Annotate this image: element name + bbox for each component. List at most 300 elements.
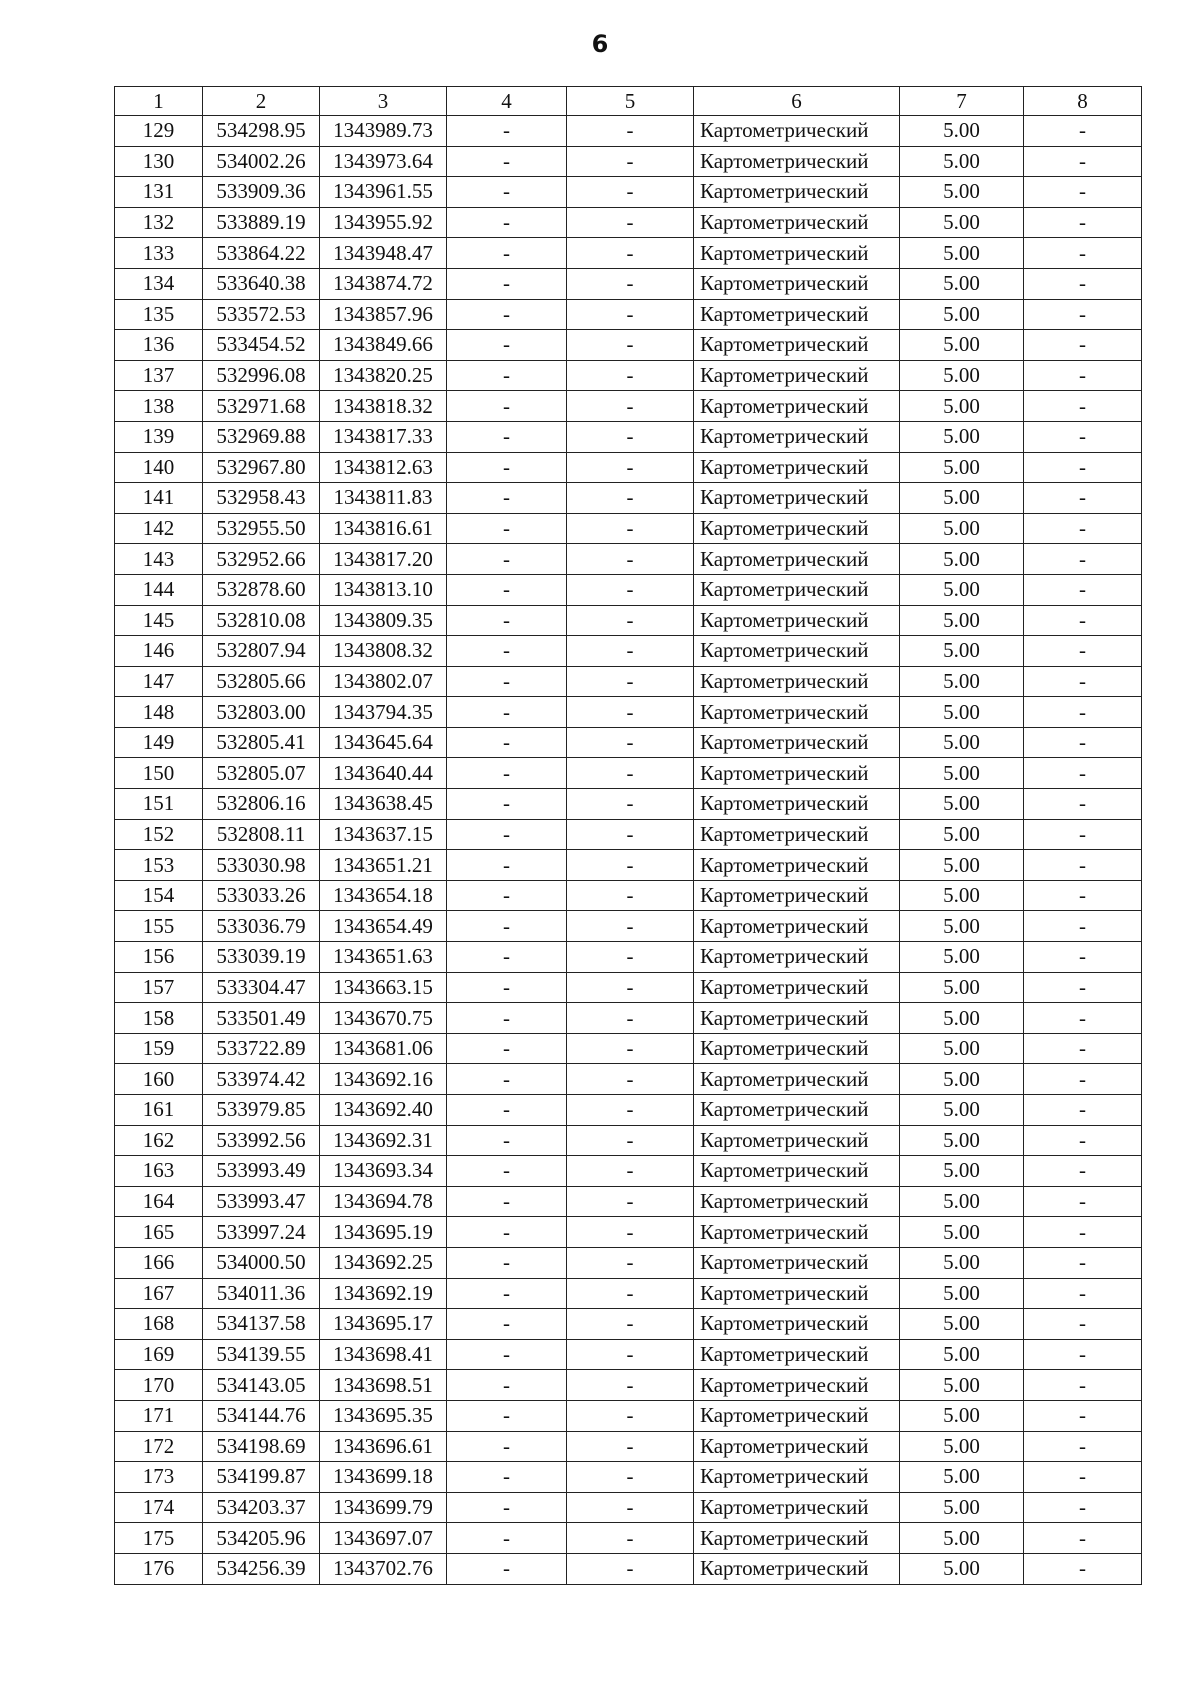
x-coordinate-cell: 532958.43 [203, 483, 320, 514]
col8-cell: - [1024, 636, 1142, 667]
method-cell: Картометрический [694, 116, 900, 147]
col8-cell: - [1024, 268, 1142, 299]
col4-cell: - [447, 1064, 567, 1095]
table-row [115, 177, 1142, 208]
col8-cell: - [1024, 1431, 1142, 1462]
col4-cell: - [447, 636, 567, 667]
col5-cell: - [567, 116, 694, 147]
col5-cell: - [567, 483, 694, 514]
x-coordinate-cell: 534298.95 [203, 116, 320, 147]
y-coordinate-cell: 1343857.96 [320, 299, 447, 330]
table-row [115, 207, 1142, 238]
table-row [115, 544, 1142, 575]
table-row [115, 1003, 1142, 1034]
point-number-cell: 151 [115, 789, 203, 820]
accuracy-cell: 5.00 [900, 1003, 1024, 1034]
table-row [115, 697, 1142, 728]
method-cell: Картометрический [694, 850, 900, 881]
y-coordinate-cell: 1343820.25 [320, 360, 447, 391]
table-row [115, 605, 1142, 636]
x-coordinate-cell: 532805.66 [203, 666, 320, 697]
accuracy-cell: 5.00 [900, 391, 1024, 422]
accuracy-cell: 5.00 [900, 911, 1024, 942]
col8-cell: - [1024, 1033, 1142, 1064]
x-coordinate-cell: 533039.19 [203, 942, 320, 973]
col4-cell: - [447, 1370, 567, 1401]
table-row [115, 574, 1142, 605]
accuracy-cell: 5.00 [900, 605, 1024, 636]
col4-cell: - [447, 483, 567, 514]
col8-cell: - [1024, 1003, 1142, 1034]
point-number-cell: 139 [115, 421, 203, 452]
col5-cell: - [567, 789, 694, 820]
table-row [115, 1125, 1142, 1156]
x-coordinate-cell: 534000.50 [203, 1247, 320, 1278]
table-row [115, 758, 1142, 789]
col8-cell: - [1024, 911, 1142, 942]
col8-cell: - [1024, 574, 1142, 605]
col5-cell: - [567, 1278, 694, 1309]
col4-cell: - [447, 1247, 567, 1278]
accuracy-cell: 5.00 [900, 1156, 1024, 1187]
col4-cell: - [447, 972, 567, 1003]
point-number-cell: 174 [115, 1492, 203, 1523]
col4-cell: - [447, 1492, 567, 1523]
x-coordinate-cell: 532952.66 [203, 544, 320, 575]
y-coordinate-cell: 1343692.16 [320, 1064, 447, 1095]
x-coordinate-cell: 534011.36 [203, 1278, 320, 1309]
col4-cell: - [447, 697, 567, 728]
x-coordinate-cell: 533501.49 [203, 1003, 320, 1034]
col4-cell: - [447, 880, 567, 911]
method-cell: Картометрический [694, 146, 900, 177]
accuracy-cell: 5.00 [900, 574, 1024, 605]
point-number-cell: 172 [115, 1431, 203, 1462]
x-coordinate-cell: 532805.41 [203, 727, 320, 758]
accuracy-cell: 5.00 [900, 1033, 1024, 1064]
col8-cell: - [1024, 1186, 1142, 1217]
method-cell: Картометрический [694, 391, 900, 422]
col5-cell: - [567, 268, 694, 299]
x-coordinate-cell: 534144.76 [203, 1400, 320, 1431]
accuracy-cell: 5.00 [900, 1064, 1024, 1095]
col4-cell: - [447, 1553, 567, 1584]
y-coordinate-cell: 1343874.72 [320, 268, 447, 299]
accuracy-cell: 5.00 [900, 177, 1024, 208]
col5-cell: - [567, 697, 694, 728]
x-coordinate-cell: 532808.11 [203, 819, 320, 850]
method-cell: Картометрический [694, 1339, 900, 1370]
col4-cell: - [447, 207, 567, 238]
y-coordinate-cell: 1343695.17 [320, 1309, 447, 1340]
method-cell: Картометрический [694, 605, 900, 636]
col8-cell: - [1024, 972, 1142, 1003]
method-cell: Картометрический [694, 942, 900, 973]
point-number-cell: 152 [115, 819, 203, 850]
method-cell: Картометрический [694, 452, 900, 483]
point-number-cell: 161 [115, 1095, 203, 1126]
point-number-cell: 133 [115, 238, 203, 269]
col4-cell: - [447, 1339, 567, 1370]
table-body [115, 116, 1142, 1585]
method-cell: Картометрический [694, 1247, 900, 1278]
x-coordinate-cell: 534199.87 [203, 1462, 320, 1493]
y-coordinate-cell: 1343802.07 [320, 666, 447, 697]
y-coordinate-cell: 1343681.06 [320, 1033, 447, 1064]
y-coordinate-cell: 1343695.35 [320, 1400, 447, 1431]
col8-cell: - [1024, 1309, 1142, 1340]
col4-cell: - [447, 1217, 567, 1248]
x-coordinate-cell: 532955.50 [203, 513, 320, 544]
col8-cell: - [1024, 1462, 1142, 1493]
col8-cell: - [1024, 1217, 1142, 1248]
col4-cell: - [447, 116, 567, 147]
col8-cell: - [1024, 727, 1142, 758]
method-cell: Картометрический [694, 1125, 900, 1156]
y-coordinate-cell: 1343812.63 [320, 452, 447, 483]
column-header: 1 [115, 87, 203, 116]
y-coordinate-cell: 1343654.18 [320, 880, 447, 911]
accuracy-cell: 5.00 [900, 1186, 1024, 1217]
method-cell: Картометрический [694, 1217, 900, 1248]
y-coordinate-cell: 1343816.61 [320, 513, 447, 544]
col5-cell: - [567, 1064, 694, 1095]
col4-cell: - [447, 942, 567, 973]
col8-cell: - [1024, 207, 1142, 238]
col8-cell: - [1024, 177, 1142, 208]
method-cell: Картометрический [694, 207, 900, 238]
table-row [115, 1186, 1142, 1217]
x-coordinate-cell: 532803.00 [203, 697, 320, 728]
col8-cell: - [1024, 1400, 1142, 1431]
col5-cell: - [567, 1156, 694, 1187]
y-coordinate-cell: 1343989.73 [320, 116, 447, 147]
accuracy-cell: 5.00 [900, 268, 1024, 299]
method-cell: Картометрический [694, 1156, 900, 1187]
table-row [115, 850, 1142, 881]
col4-cell: - [447, 1033, 567, 1064]
col5-cell: - [567, 942, 694, 973]
table-row [115, 1247, 1142, 1278]
page-number: 6 [591, 30, 609, 58]
table-row [115, 1278, 1142, 1309]
method-cell: Картометрический [694, 727, 900, 758]
accuracy-cell: 5.00 [900, 942, 1024, 973]
table-row [115, 513, 1142, 544]
col5-cell: - [567, 1309, 694, 1340]
col4-cell: - [447, 391, 567, 422]
accuracy-cell: 5.00 [900, 636, 1024, 667]
y-coordinate-cell: 1343813.10 [320, 574, 447, 605]
col4-cell: - [447, 850, 567, 881]
method-cell: Картометрический [694, 544, 900, 575]
accuracy-cell: 5.00 [900, 513, 1024, 544]
x-coordinate-cell: 533992.56 [203, 1125, 320, 1156]
y-coordinate-cell: 1343948.47 [320, 238, 447, 269]
col8-cell: - [1024, 942, 1142, 973]
method-cell: Картометрический [694, 483, 900, 514]
column-header: 5 [567, 87, 694, 116]
point-number-cell: 142 [115, 513, 203, 544]
x-coordinate-cell: 534002.26 [203, 146, 320, 177]
y-coordinate-cell: 1343696.61 [320, 1431, 447, 1462]
point-number-cell: 141 [115, 483, 203, 514]
col8-cell: - [1024, 513, 1142, 544]
point-number-cell: 145 [115, 605, 203, 636]
y-coordinate-cell: 1343794.35 [320, 697, 447, 728]
col5-cell: - [567, 1523, 694, 1554]
col5-cell: - [567, 1431, 694, 1462]
y-coordinate-cell: 1343670.75 [320, 1003, 447, 1034]
col5-cell: - [567, 1125, 694, 1156]
col8-cell: - [1024, 880, 1142, 911]
col8-cell: - [1024, 789, 1142, 820]
point-number-cell: 169 [115, 1339, 203, 1370]
point-number-cell: 158 [115, 1003, 203, 1034]
col8-cell: - [1024, 483, 1142, 514]
table-row [115, 1064, 1142, 1095]
x-coordinate-cell: 534203.37 [203, 1492, 320, 1523]
col8-cell: - [1024, 330, 1142, 361]
x-coordinate-cell: 533036.79 [203, 911, 320, 942]
method-cell: Картометрический [694, 819, 900, 850]
accuracy-cell: 5.00 [900, 1492, 1024, 1523]
y-coordinate-cell: 1343811.83 [320, 483, 447, 514]
col4-cell: - [447, 819, 567, 850]
y-coordinate-cell: 1343698.51 [320, 1370, 447, 1401]
col4-cell: - [447, 513, 567, 544]
col8-cell: - [1024, 544, 1142, 575]
x-coordinate-cell: 533454.52 [203, 330, 320, 361]
y-coordinate-cell: 1343961.55 [320, 177, 447, 208]
method-cell: Картометрический [694, 1553, 900, 1584]
method-cell: Картометрический [694, 1003, 900, 1034]
y-coordinate-cell: 1343692.19 [320, 1278, 447, 1309]
accuracy-cell: 5.00 [900, 1400, 1024, 1431]
col5-cell: - [567, 666, 694, 697]
point-number-cell: 148 [115, 697, 203, 728]
col4-cell: - [447, 1003, 567, 1034]
accuracy-cell: 5.00 [900, 758, 1024, 789]
col8-cell: - [1024, 1095, 1142, 1126]
point-number-cell: 162 [115, 1125, 203, 1156]
table-row [115, 299, 1142, 330]
table-row [115, 421, 1142, 452]
method-cell: Картометрический [694, 360, 900, 391]
col4-cell: - [447, 1400, 567, 1431]
x-coordinate-cell: 532806.16 [203, 789, 320, 820]
col5-cell: - [567, 850, 694, 881]
y-coordinate-cell: 1343640.44 [320, 758, 447, 789]
y-coordinate-cell: 1343694.78 [320, 1186, 447, 1217]
col5-cell: - [567, 330, 694, 361]
table-row [115, 666, 1142, 697]
point-number-cell: 138 [115, 391, 203, 422]
table-row [115, 1553, 1142, 1584]
table-row [115, 1095, 1142, 1126]
col8-cell: - [1024, 421, 1142, 452]
col4-cell: - [447, 1431, 567, 1462]
x-coordinate-cell: 532967.80 [203, 452, 320, 483]
col4-cell: - [447, 146, 567, 177]
col4-cell: - [447, 1278, 567, 1309]
accuracy-cell: 5.00 [900, 1278, 1024, 1309]
y-coordinate-cell: 1343645.64 [320, 727, 447, 758]
accuracy-cell: 5.00 [900, 146, 1024, 177]
col4-cell: - [447, 1309, 567, 1340]
x-coordinate-cell: 532971.68 [203, 391, 320, 422]
col4-cell: - [447, 360, 567, 391]
col4-cell: - [447, 758, 567, 789]
col8-cell: - [1024, 666, 1142, 697]
table-row [115, 911, 1142, 942]
method-cell: Картометрический [694, 1095, 900, 1126]
col5-cell: - [567, 513, 694, 544]
col5-cell: - [567, 911, 694, 942]
col4-cell: - [447, 330, 567, 361]
col5-cell: - [567, 636, 694, 667]
point-number-cell: 164 [115, 1186, 203, 1217]
column-header: 3 [320, 87, 447, 116]
table-row [115, 268, 1142, 299]
col8-cell: - [1024, 299, 1142, 330]
x-coordinate-cell: 533993.47 [203, 1186, 320, 1217]
accuracy-cell: 5.00 [900, 1095, 1024, 1126]
accuracy-cell: 5.00 [900, 697, 1024, 728]
accuracy-cell: 5.00 [900, 850, 1024, 881]
accuracy-cell: 5.00 [900, 207, 1024, 238]
point-number-cell: 156 [115, 942, 203, 973]
y-coordinate-cell: 1343663.15 [320, 972, 447, 1003]
point-number-cell: 154 [115, 880, 203, 911]
col5-cell: - [567, 544, 694, 575]
point-number-cell: 143 [115, 544, 203, 575]
table-row [115, 116, 1142, 147]
col8-cell: - [1024, 360, 1142, 391]
col8-cell: - [1024, 238, 1142, 269]
col4-cell: - [447, 1462, 567, 1493]
col4-cell: - [447, 911, 567, 942]
table-row [115, 360, 1142, 391]
y-coordinate-cell: 1343808.32 [320, 636, 447, 667]
col8-cell: - [1024, 391, 1142, 422]
col5-cell: - [567, 1400, 694, 1431]
table-row [115, 1492, 1142, 1523]
col5-cell: - [567, 1492, 694, 1523]
method-cell: Картометрический [694, 758, 900, 789]
point-number-cell: 155 [115, 911, 203, 942]
col4-cell: - [447, 299, 567, 330]
accuracy-cell: 5.00 [900, 727, 1024, 758]
point-number-cell: 136 [115, 330, 203, 361]
accuracy-cell: 5.00 [900, 1339, 1024, 1370]
method-cell: Картометрический [694, 299, 900, 330]
x-coordinate-cell: 534137.58 [203, 1309, 320, 1340]
method-cell: Картометрический [694, 574, 900, 605]
column-header: 4 [447, 87, 567, 116]
col8-cell: - [1024, 452, 1142, 483]
y-coordinate-cell: 1343654.49 [320, 911, 447, 942]
method-cell: Картометрический [694, 1186, 900, 1217]
table-row [115, 1431, 1142, 1462]
point-number-cell: 131 [115, 177, 203, 208]
y-coordinate-cell: 1343849.66 [320, 330, 447, 361]
table-row [115, 819, 1142, 850]
table-row [115, 330, 1142, 361]
point-number-cell: 176 [115, 1553, 203, 1584]
col5-cell: - [567, 972, 694, 1003]
method-cell: Картометрический [694, 1400, 900, 1431]
col5-cell: - [567, 207, 694, 238]
table-row [115, 972, 1142, 1003]
y-coordinate-cell: 1343693.34 [320, 1156, 447, 1187]
col5-cell: - [567, 360, 694, 391]
col5-cell: - [567, 1217, 694, 1248]
accuracy-cell: 5.00 [900, 1431, 1024, 1462]
x-coordinate-cell: 533974.42 [203, 1064, 320, 1095]
accuracy-cell: 5.00 [900, 972, 1024, 1003]
col5-cell: - [567, 880, 694, 911]
method-cell: Картометрический [694, 268, 900, 299]
col8-cell: - [1024, 1553, 1142, 1584]
x-coordinate-cell: 532878.60 [203, 574, 320, 605]
point-number-cell: 147 [115, 666, 203, 697]
y-coordinate-cell: 1343695.19 [320, 1217, 447, 1248]
col5-cell: - [567, 1033, 694, 1064]
point-number-cell: 165 [115, 1217, 203, 1248]
method-cell: Картометрический [694, 1370, 900, 1401]
col8-cell: - [1024, 697, 1142, 728]
y-coordinate-cell: 1343702.76 [320, 1553, 447, 1584]
col4-cell: - [447, 727, 567, 758]
col4-cell: - [447, 452, 567, 483]
method-cell: Картометрический [694, 177, 900, 208]
col5-cell: - [567, 1003, 694, 1034]
accuracy-cell: 5.00 [900, 1462, 1024, 1493]
point-number-cell: 130 [115, 146, 203, 177]
method-cell: Картометрический [694, 697, 900, 728]
point-number-cell: 137 [115, 360, 203, 391]
col5-cell: - [567, 1247, 694, 1278]
table-header [115, 87, 1142, 116]
col5-cell: - [567, 177, 694, 208]
x-coordinate-cell: 533864.22 [203, 238, 320, 269]
point-number-cell: 153 [115, 850, 203, 881]
col4-cell: - [447, 1523, 567, 1554]
x-coordinate-cell: 533889.19 [203, 207, 320, 238]
y-coordinate-cell: 1343817.33 [320, 421, 447, 452]
col4-cell: - [447, 268, 567, 299]
col5-cell: - [567, 452, 694, 483]
col4-cell: - [447, 574, 567, 605]
x-coordinate-cell: 533033.26 [203, 880, 320, 911]
point-number-cell: 134 [115, 268, 203, 299]
col4-cell: - [447, 421, 567, 452]
accuracy-cell: 5.00 [900, 421, 1024, 452]
col4-cell: - [447, 177, 567, 208]
method-cell: Картометрический [694, 1278, 900, 1309]
col5-cell: - [567, 574, 694, 605]
x-coordinate-cell: 533304.47 [203, 972, 320, 1003]
table-row [115, 1156, 1142, 1187]
col5-cell: - [567, 758, 694, 789]
table-row [115, 1370, 1142, 1401]
x-coordinate-cell: 533030.98 [203, 850, 320, 881]
col4-cell: - [447, 1186, 567, 1217]
y-coordinate-cell: 1343651.63 [320, 942, 447, 973]
col5-cell: - [567, 1339, 694, 1370]
point-number-cell: 167 [115, 1278, 203, 1309]
